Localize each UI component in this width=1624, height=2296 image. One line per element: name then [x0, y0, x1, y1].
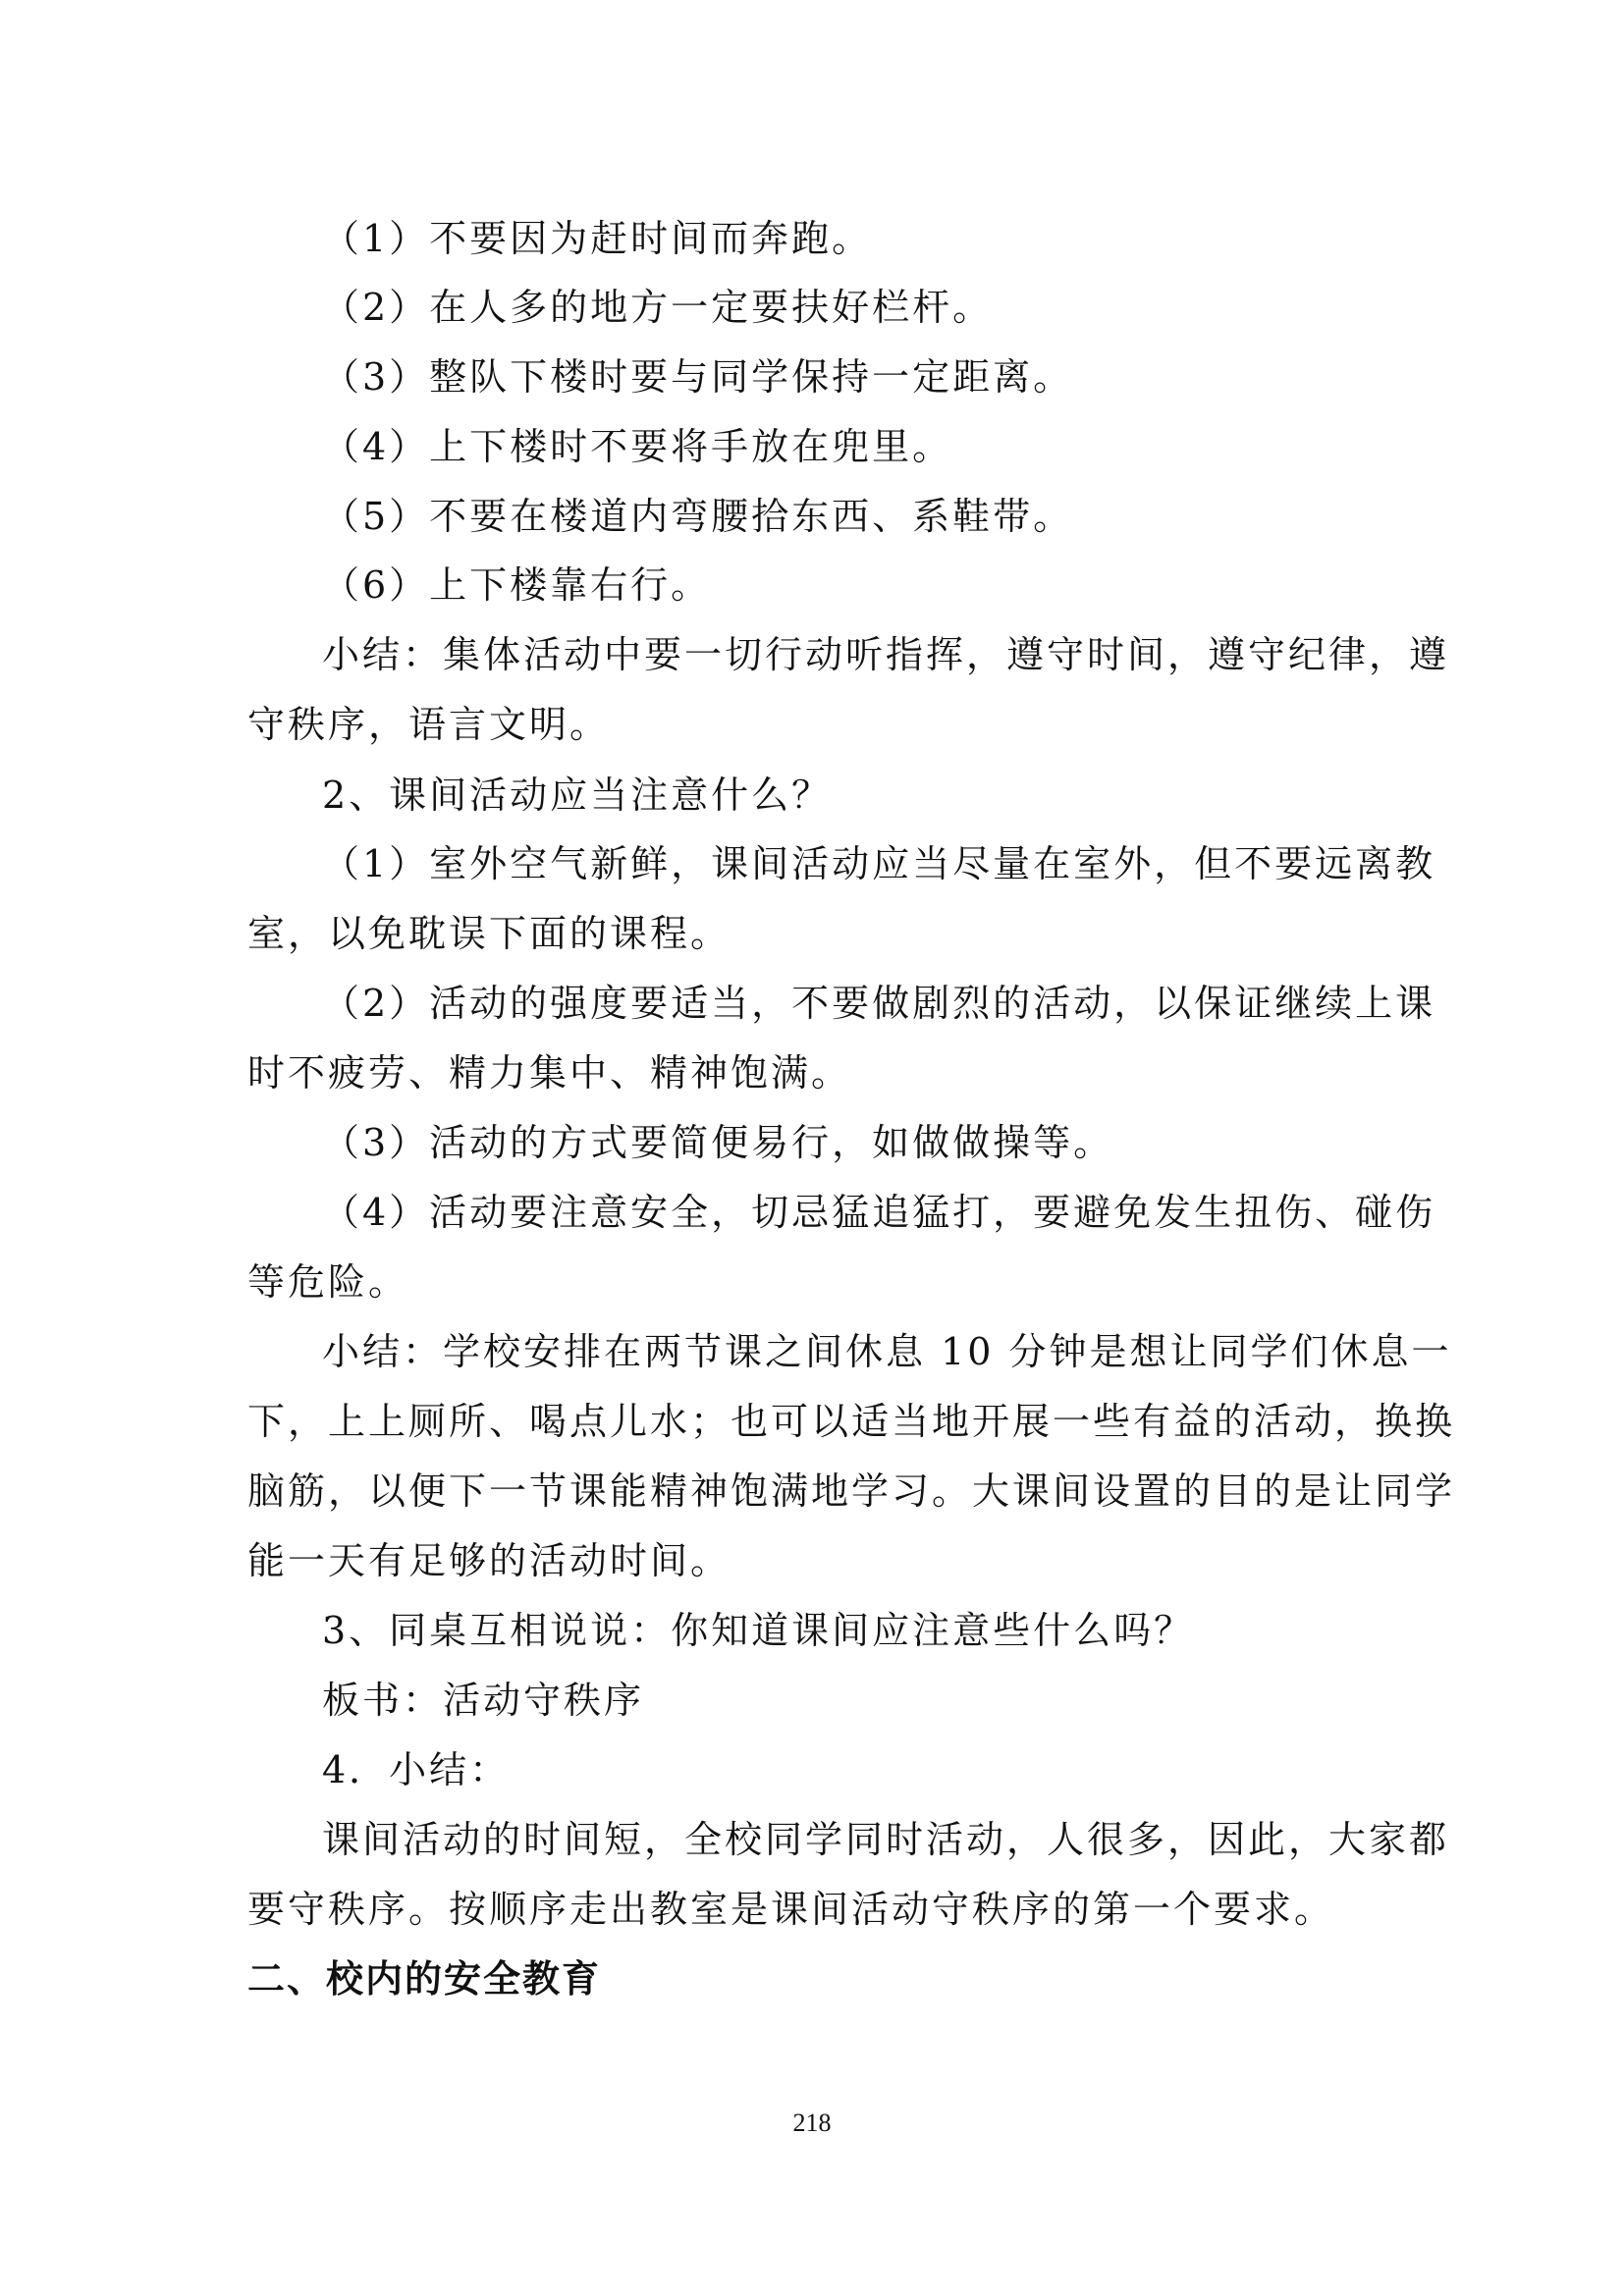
text-line: 2、课间活动应当注意什么？ — [322, 774, 833, 817]
text-line: （2）在人多的地方一定要扶好栏杆。 — [322, 286, 994, 329]
text-line: 脑筋，以便下一节课能精神饱满地学习。大课间设置的目的是让同学 — [247, 1469, 1456, 1513]
text-line: 3、同桌互相说说：你知道课间应注意些什么吗？ — [322, 1609, 1195, 1652]
text-line: 时不疲劳、精力集中、精神饱满。 — [247, 1051, 852, 1095]
text-line: 室，以免耽误下面的课程。 — [247, 912, 731, 955]
text-line: （4）活动要注意安全，切忌猛追猛打，要避免发生扭伤、碰伤 — [322, 1191, 1436, 1234]
text-line: 等危险。 — [247, 1260, 409, 1304]
page-number: 218 — [792, 2109, 832, 2137]
text-line: 板书：活动守秩序 — [322, 1679, 645, 1722]
text-line: （3）整队下楼时要与同学保持一定距离。 — [322, 355, 1074, 399]
text-line: 能一天有足够的活动时间。 — [247, 1539, 731, 1582]
text-line: （1）不要因为赶时间而奔跑。 — [322, 217, 873, 260]
text-line: 要守秩序。按顺序走出教室是课间活动守秩序的第一个要求。 — [247, 1888, 1335, 1931]
text-line: （4）上下楼时不要将手放在兜里。 — [322, 425, 953, 468]
text-line: 守秩序，语言文明。 — [247, 703, 611, 746]
text-line: 课间活动的时间短，全校同学同时活动，人很多，因此，大家都 — [322, 1818, 1450, 1861]
text-line: （5）不要在楼道内弯腰拾东西、系鞋带。 — [322, 495, 1074, 538]
section-heading: 二、校内的安全教育 — [247, 1957, 602, 2001]
text-line: 下，上上厕所、喝点儿水；也可以适当地开展一些有益的活动，换换 — [247, 1400, 1456, 1443]
text-line: （2）活动的强度要适当，不要做剧烈的活动，以保证继续上课 — [322, 982, 1436, 1025]
text-line: （3）活动的方式要简便易行，如做做操等。 — [322, 1121, 1114, 1164]
text-line: 小结：学校安排在两节课之间休息 10 分钟是想让同学们休息一 — [322, 1330, 1452, 1373]
text-line: （6）上下楼靠右行。 — [322, 563, 712, 607]
text-line: 小结：集体活动中要一切行动听指挥，遵守时间，遵守纪律，遵 — [322, 633, 1450, 676]
text-line: （1）室外空气新鲜，课间活动应当尽量在室外，但不要远离教 — [322, 842, 1436, 885]
text-line: 4．小结： — [322, 1748, 511, 1791]
